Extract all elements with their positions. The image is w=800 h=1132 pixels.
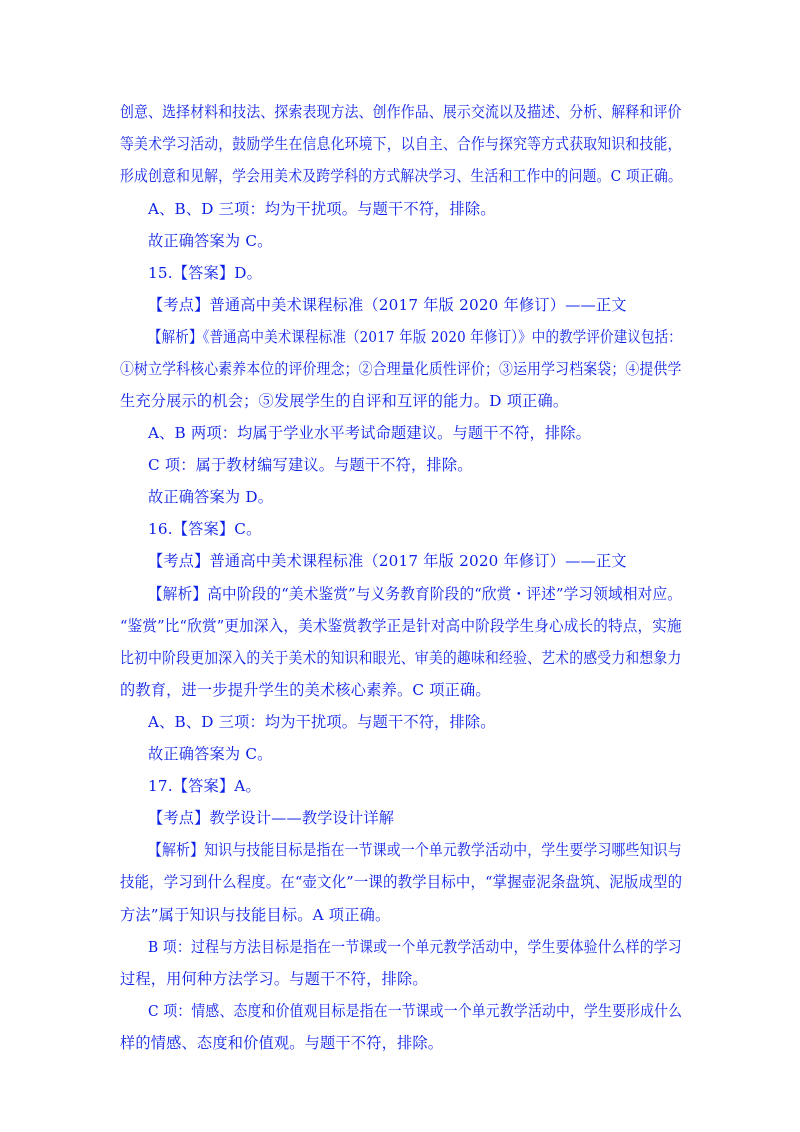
paragraph-line: A、B 两项：均属于学业水平考试命题建议。与题干不符，排除。 [148,424,592,442]
paragraph-line: C 项：属于教材编写建议。与题干不符，排除。 [148,456,473,474]
topic-line: 【考点】普通高中美术课程标准（2017 年版 2020 年修订）——正文 [148,552,627,570]
analysis-line: 【解析】知识与技能目标是指在一节课或一个单元教学活动中，学生要学习哪些知识与 [148,841,682,859]
analysis-line: 【解析】高中阶段的“美术鉴赏”与义务教育阶段的“欣赏・评述”学习领域相对应。 [148,585,683,603]
paragraph-line: 创意、选择材料和技法、探索表现方法、创作作品、展示交流以及描述、分析、解释和评价 [120,103,682,121]
paragraph-line: A、B、D 三项：均为干扰项。与题干不符，排除。 [148,200,496,218]
paragraph-line: 技能，学习到什么程度。在“壶文化”一课的教学目标中，“掌握壶泥条盘筑、泥版成型的 [120,873,683,891]
paragraph-line: A、B、D 三项：均为干扰项。与题干不符，排除。 [148,713,496,731]
paragraph-line: ①树立学科核心素养本位的评价理念；②合理量化质性评价；③运用学习档案袋；④提供学 [120,360,682,378]
topic-line: 【考点】教学设计——教学设计详解 [148,809,395,827]
paragraph-line: “鉴赏”比“欣赏”更加深入，美术鉴赏教学正是针对高中阶段学生身心成长的特点，实施 [120,617,682,635]
paragraph-line: 过程，用何种方法学习。与题干不符，排除。 [120,970,428,988]
paragraph-line: 方法”属于知识与技能目标。A 项正确。 [120,906,391,924]
answer-heading: 17.【答案】A。 [148,777,261,795]
paragraph-line: 的教育，进一步提升学生的美术核心素养。C 项正确。 [120,681,491,699]
analysis-line: 【解析】《普通高中美术课程标准（2017 年版 2020 年修订）》中的教学评价建议包括： [148,328,682,346]
paragraph-line: B 项：过程与方法目标是指在一节课或一个单元教学活动中，学生要体验什么样的学习 [148,938,682,956]
paragraph-line: 形成创意和见解，学会用美术及跨学科的方式解决学习、生活和工作中的问题。C 项正确。 [120,167,682,185]
paragraph-line: 样的情感、态度和价值观。与题干不符，排除。 [120,1034,444,1052]
answer-conclusion: 故正确答案为 C。 [148,745,273,763]
paragraph-line: 比初中阶段更加深入的关于美术的知识和眼光、审美的趣味和经验、艺术的感受力和想象力 [120,649,682,667]
paragraph-line: C 项：情感、态度和价值观目标是指在一节课或一个单元教学活动中，学生要形成什么 [148,1002,683,1020]
answer-conclusion: 故正确答案为 C。 [148,232,273,250]
paragraph-line: 生充分展示的机会；⑤发展学生的自评和互评的能力。D 项正确。 [120,392,569,410]
answer-heading: 15.【答案】D。 [148,264,263,282]
answer-heading: 16.【答案】C。 [148,520,262,538]
topic-line: 【考点】普通高中美术课程标准（2017 年版 2020 年修订）——正文 [148,296,627,314]
answer-conclusion: 故正确答案为 D。 [148,488,274,506]
paragraph-line: 等美术学习活动，鼓励学生在信息化环境下，以自主、合作与探究等方式获取知识和技能， [120,135,682,153]
